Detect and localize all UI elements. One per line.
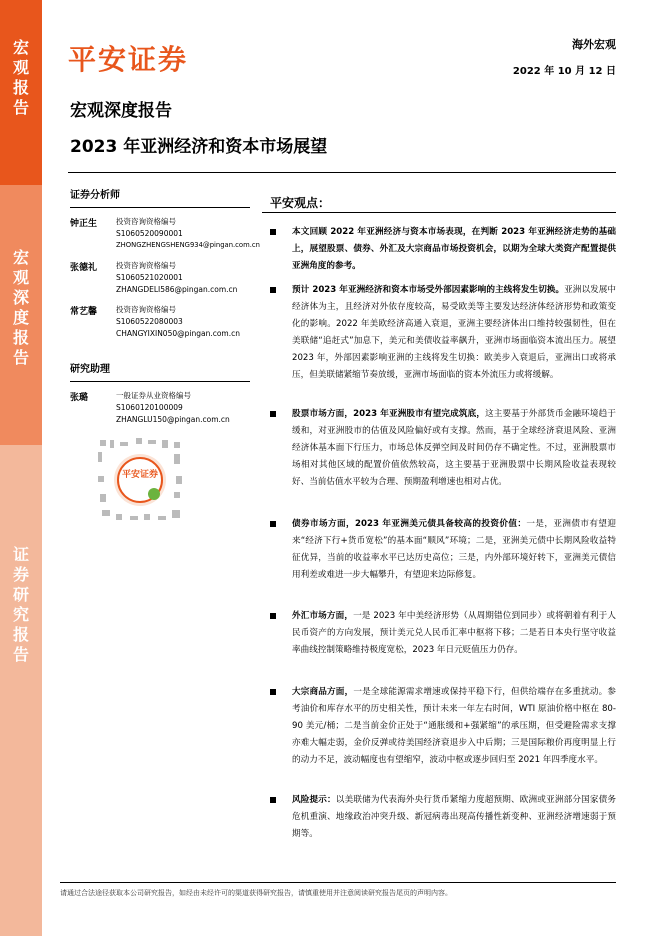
report-category: 海外宏观	[572, 38, 616, 51]
footer-disclaimer: 请通过合法途径获取本公司研究报告，如经由未经许可的渠道获得研究报告，请慎重使用并注意阅读研究报告尾页的声明内容。	[60, 889, 452, 897]
bullet-square-icon	[270, 613, 276, 619]
analyst-cert: S1060522080003	[116, 317, 183, 326]
bullet-square-icon	[270, 411, 276, 417]
assistant-cert: S1060120100009	[116, 403, 183, 412]
analyst-cert: S1060521020001	[116, 273, 183, 282]
analyst-entry	[70, 260, 250, 304]
sidebar-label-1: 宏观报告	[12, 38, 29, 117]
title-divider	[68, 172, 616, 173]
analyst-entry	[70, 216, 260, 260]
analyst-email[interactable]: ZHONGZHENGSHENG934@pingan.com.cn	[116, 241, 260, 249]
page-title: 2023 年亚洲经济和资本市场展望	[70, 137, 328, 157]
bullet-lead: 股票市场方面，2023 年亚洲股市有望完成筑底，	[292, 409, 486, 419]
analyst-name: 张德礼	[70, 263, 98, 273]
analyst-cert-label: 投资咨询资格编号	[116, 261, 176, 270]
assistant-email[interactable]: ZHANGLU150@pingan.com.cn	[116, 415, 230, 424]
bullet-body: 一是 2023 年中美经济形势（从周期错位到同步）或将朝着有利于人民币资产的方向发展，预计美元兑人民币汇率中枢将下移；二是若日本央行坚守收益率曲线控制策略维持极度宽松，2023 年日元贬值压力仍存。	[292, 611, 616, 655]
report-type: 宏观深度报告	[70, 101, 172, 121]
analysts-heading: 证券分析师	[70, 190, 120, 201]
analyst-cert-label: 投资咨询资格编号	[116, 305, 176, 314]
assistant-divider	[70, 381, 250, 382]
analyst-name: 常艺馨	[70, 307, 98, 317]
qr-label: 平安证券	[121, 470, 159, 480]
bullet-square-icon	[270, 689, 276, 695]
assistant-name: 张璐	[70, 393, 89, 403]
sidebar-section-3	[0, 445, 42, 936]
company-logo: 平安证券	[68, 43, 189, 76]
analyst-cert-label: 投资咨询资格编号	[116, 217, 176, 226]
bullet-lead: 风险提示：	[292, 795, 336, 805]
analyst-cert: S1060520090001	[116, 229, 183, 238]
bullet-lead: 预计 2023 年亚洲经济和资本市场受外部因素影响的主线将发生切换。	[292, 285, 565, 295]
analysts-divider	[70, 207, 250, 208]
bullet-lead: 债券市场方面，2023 年亚洲美元债具备较高的投资价值：	[292, 519, 527, 529]
bullet-square-icon	[270, 521, 276, 527]
bullet-body: 一是，亚洲债市有望迎来“经济下行+货币宽松”的基本面“顺风”环境；二是，亚洲美元债中长期风险收益特征优异，当前的收益率水平已达历史高位；三是，内外部环境好转下，亚洲美元债信用利差或难进一步大幅攀升，有望迎来边际修复。	[292, 519, 616, 580]
analyst-email[interactable]: ZHANGDELI586@pingan.com.cn	[116, 285, 238, 294]
analyst-email[interactable]: CHANGYIXIN050@pingan.com.cn	[116, 329, 240, 338]
bullet-body: 这主要基于外部货币金融环境趋于缓和，对亚洲股市的估值及风险偏好或有支撑。然而，基于全球经济衰退风险、亚洲经济体基本面下行压力，市场总体反弹空间及时间仍存不确定性。不过，亚洲股票市场相对其他区域的配置价值依然较高，这主要基于亚洲股票中长期风险收益表现较好、当前估值水平较为合理、预期盈利增速也相对占优。	[292, 409, 616, 487]
bullet-square-icon	[270, 287, 276, 293]
analyst-panel	[70, 186, 260, 434]
bullet-body: 以美联储为代表海外央行货币紧缩力度超预期、欧洲或亚洲部分国家债务危机重演、地缘政治冲突升级、新冠病毒出现高传播性新变种、亚洲经济增速弱于预期等。	[292, 795, 616, 839]
report-date: 2022 年 10 月 12 日	[512, 66, 616, 77]
sidebar-label-3: 证券研究报告	[12, 545, 29, 664]
bullet-body: 亚洲以发展中经济体为主，且经济对外依存度较高，易受欧美等主要发达经济体经济形势和政策变化的影响。2022 年美欧经济高通入衰退，亚洲主要经济体出口维持较强韧性，但在美联储“追赶式”加息下，美元和美债收益率飙升，亚洲市场面临资本流出压力。展望 2023 年，外部因素影响亚洲的主线将发生切换：欧美步入衰退后，亚洲出口或将承压，但美联储紧缩节奏放缓，亚洲市场面临的资本外流压力或将缓解。	[292, 285, 616, 380]
bullet-square-icon	[270, 229, 276, 235]
bullet-lead: 外汇市场方面，	[292, 611, 354, 621]
bullet-lead: 大宗商品方面，	[292, 687, 354, 697]
footer-divider	[60, 882, 616, 883]
assistant-heading: 研究助理	[70, 364, 110, 375]
bullet-body: 一是全球能源需求增速或保持平稳下行，但供给端存在多重扰动。参考油价和库存水平的历史相关性，预计未来一年左右时间，WTI 原油价格中枢在 80-90 美元/桶；二是当前金价正处于“通胀缓和+强紧缩”的承压期，但受避险需求支撑亦难大幅走弱，金价反弹或待美国经济衰退步入中后期；三是国际粮价再度明显上行的动力不足，波动幅度也有望缩窄，波动中枢或逐步回归至 2021 年四季度水平。	[292, 687, 616, 765]
bullet-square-icon	[270, 797, 276, 803]
assistant-cert-label: 一般证券从业资格编号	[116, 391, 191, 400]
qr-code	[96, 436, 184, 524]
views-section	[270, 194, 616, 211]
bullet-lead: 本文回顾 2022 年亚洲经济与资本市场表现，在判断 2023 年亚洲经济走势的基础上，展望股票、债券、外汇及大宗商品市场投资机会，以期为全球大类资产配置提供亚洲角度的参考。	[292, 227, 616, 271]
analyst-entry	[70, 304, 250, 348]
assistant-entry	[70, 390, 250, 434]
sidebar-label-2: 宏观深度报告	[12, 248, 29, 367]
sidebar	[0, 0, 42, 936]
views-divider	[262, 212, 616, 213]
views-heading: 平安观点：	[270, 196, 331, 210]
analyst-name: 钟正生	[70, 219, 98, 229]
